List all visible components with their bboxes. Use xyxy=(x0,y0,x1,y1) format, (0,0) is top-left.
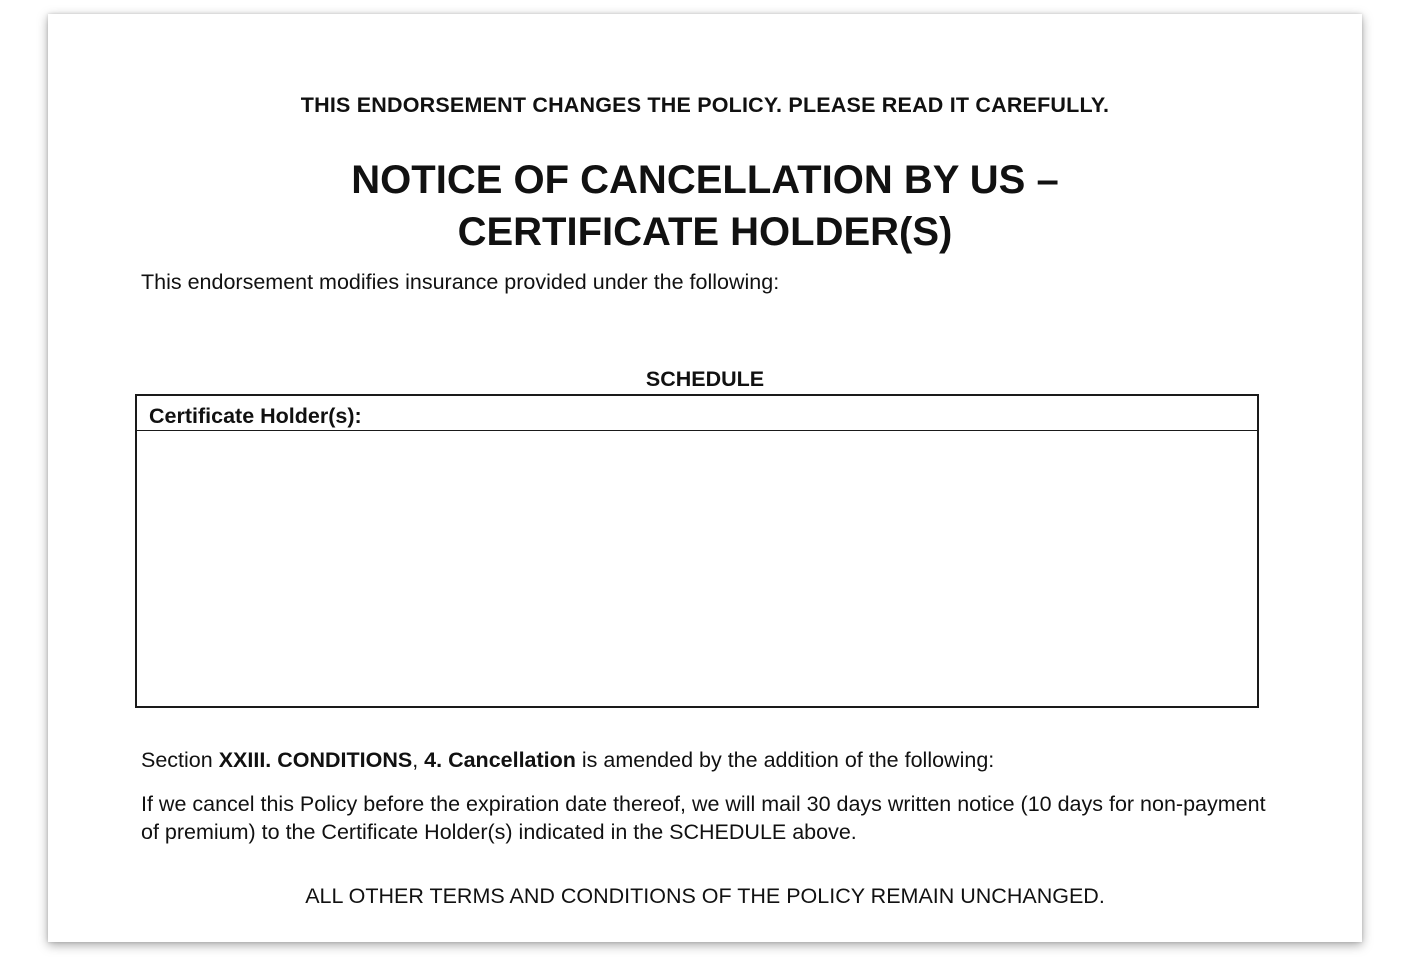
section-prefix: Section xyxy=(141,748,219,772)
certificate-holders-label: Certificate Holder(s): xyxy=(137,396,1257,431)
title-line-1: NOTICE OF CANCELLATION BY US – xyxy=(351,158,1059,202)
section-cancellation: 4. Cancellation xyxy=(424,748,576,772)
page-title xyxy=(48,154,1362,258)
schedule-table xyxy=(135,394,1259,708)
section-suffix: is amended by the addition of the following: xyxy=(575,748,995,772)
schedule-heading: SCHEDULE xyxy=(645,367,765,391)
cancellation-paragraph: If we cancel this Policy before the expiration date thereof, we will mail 30 days written notice (10 days for non-payment of premium) to the Certificate Holder(s) indicated in the SCHEDULE above. xyxy=(141,792,1266,844)
section-amendment-line xyxy=(141,748,994,773)
section-conditions: XXIII. CONDITIONS xyxy=(218,748,413,772)
certificate-holders-field xyxy=(137,431,1257,701)
modifies-statement: This endorsement modifies insurance provided under the following: xyxy=(141,270,780,294)
section-separator: , xyxy=(412,748,425,772)
document-page xyxy=(48,14,1362,942)
title-line-2: CERTIFICATE HOLDER(S) xyxy=(457,210,953,254)
endorsement-notice: THIS ENDORSEMENT CHANGES THE POLICY. PLEASE READ IT CAREFULLY. xyxy=(300,93,1110,117)
closing-statement: ALL OTHER TERMS AND CONDITIONS OF THE POLICY REMAIN UNCHANGED. xyxy=(305,884,1105,908)
